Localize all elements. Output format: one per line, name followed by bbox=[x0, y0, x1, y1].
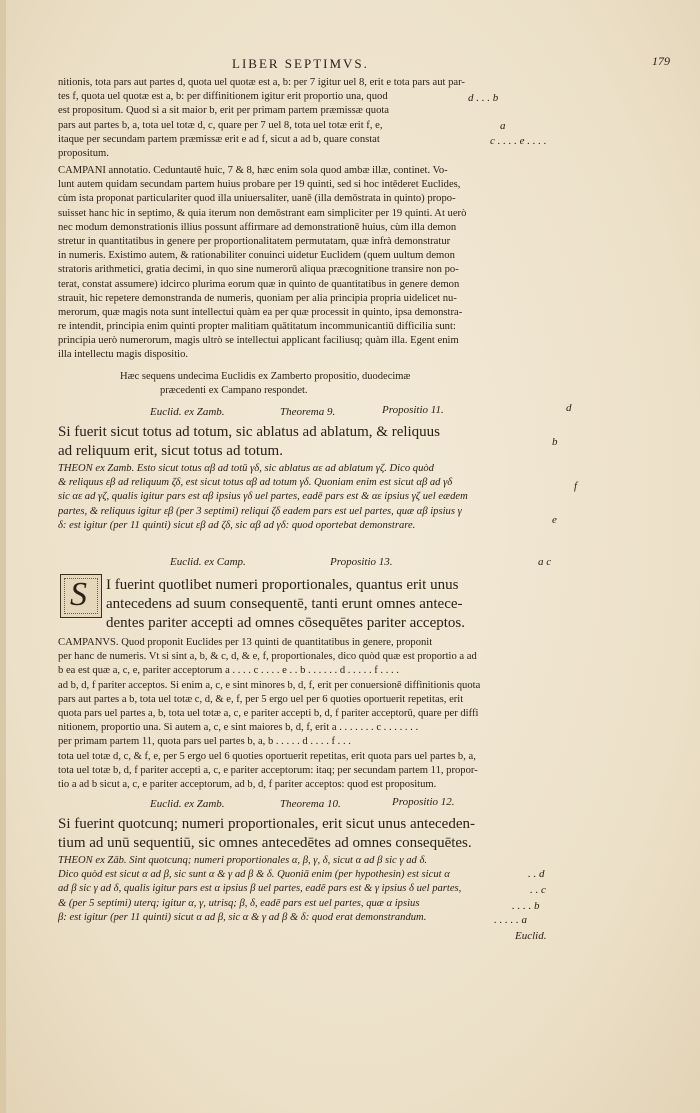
page-number: 179 bbox=[652, 54, 670, 68]
text-line: β: est igitur (per 11 quinti) sicut α ad β, sic α & γ ad β & δ: quod erat demonstrandum. bbox=[58, 911, 427, 923]
text-line: ad β sic γ ad δ, qualis igitur pars est α ipsius β uel partes, eadē pars est & γ ipsius δ uel partes, bbox=[58, 883, 462, 895]
statement-line: dentes pariter accepti ad omnes cōsequētes pariter acceptos. bbox=[106, 615, 465, 631]
running-title: LIBER SEPTIMVS. bbox=[232, 56, 369, 71]
page-edge bbox=[0, 0, 6, 1113]
statement-line: antecedens ad suum consequentē, tanti erunt omnes antece- bbox=[106, 596, 463, 612]
text-line: suisset hanc hic in septimo, & quia iterum non demōstrant eam simpliciter per 19 quinti. At uerò bbox=[58, 207, 467, 219]
statement-line: ad reliquum erit, sicut totus ad totum. bbox=[58, 443, 283, 459]
margin-diagram: d . . . b bbox=[468, 92, 499, 104]
text-line: per primam partem 11, quota pars uel partes b, a, b . . . . . d . . . . f . . . bbox=[58, 736, 351, 748]
text-line: & (per 5 septimi) uterq; igitur α, γ, utrisq; β, δ, eadē pars est uel partes, quæ α ipsius bbox=[58, 897, 420, 909]
text-line: Dico quòd est sicut α ad β, sic sunt α & γ ad β & δ. Quoniā enim (per hypothesin) est sicut α bbox=[58, 869, 450, 881]
campani-annotation bbox=[58, 164, 558, 363]
proof-block-1 bbox=[58, 76, 558, 161]
caption-source: Euclid. ex Camp. bbox=[170, 556, 246, 568]
text-line: illa intellectu magis dispositio. bbox=[58, 349, 189, 361]
caption-proposition: Propositio 11. bbox=[382, 404, 444, 416]
initial-letter: S bbox=[70, 576, 87, 613]
text-line: b ea est quæ a, c, e, pariter acceptorum a . . . . c . . . . e . . b . . . . . . d . . . . . f . . . . bbox=[58, 665, 399, 677]
text-line: in numeris. Existimo autem, & rationabiliter conuinci uidetur Euclidem (quem uultum demon bbox=[58, 250, 455, 262]
text-line: strauit, hic repetere demonstranda de numeris, quoniam per alia principia propria uidelicet nu- bbox=[58, 292, 457, 304]
margin-diagram: b bbox=[552, 436, 558, 448]
text-line: terat, constat assumere) idcirco plurima eorum quæ in quinto de quantitatibus in genere demon bbox=[58, 278, 460, 290]
text-line: sic αε ad γζ, qualis igitur pars est αβ ipsius γδ uel partes, eadē pars est & αε ipsius γζ uel eædem bbox=[58, 491, 468, 503]
statement-line: Si fuerit sicut totus ad totum, sic ablatus ad ablatum, & reliquus bbox=[58, 424, 441, 440]
text-line: nec modum demonstrationis illius possunt affirmare ad demonstrationē huius, cùm illa demon bbox=[58, 221, 457, 233]
margin-diagram: a c bbox=[538, 556, 552, 568]
campanus-commentary bbox=[58, 636, 558, 792]
caption-theorem: Theorema 9. bbox=[280, 406, 336, 418]
statement-line: I fuerint quotlibet numeri proportionales, quantus erit unus bbox=[106, 577, 459, 593]
text-line: cùm ista proponat particulariter quod illa uniuersaliter, uanē (illa demōstrata in quinto) propo- bbox=[58, 193, 456, 205]
text-line: nitionem, proportio una. Si autem a, c, e sint maiores b, d, f, erit a . . . . . . . c . . . . . . . bbox=[58, 722, 419, 734]
margin-diagram: . . c bbox=[530, 884, 546, 896]
theon-proof-2 bbox=[58, 854, 488, 925]
theon-proof-1 bbox=[58, 462, 528, 533]
text-line: lunt autem quidam secundam partem huius probare per 19 quinti, sed si hoc intēderet Euclides, bbox=[58, 179, 461, 191]
caption-proposition: Propositio 13. bbox=[330, 556, 393, 568]
text-line: re intendit, principia enim quinti propter malitiam quātitatum incommunicantiū difficilia sunt: bbox=[58, 321, 456, 333]
text-line: Hæc sequens undecima Euclidis ex Zamberto propositio, duodecimæ bbox=[120, 371, 411, 382]
caption-source: Euclid. ex Zamb. bbox=[150, 798, 225, 810]
text-line: per hanc de numeris. Vt si sint a, b, & c, d, & e, f, proportionales, dico quòd quæ est proportio a ad bbox=[58, 651, 477, 663]
text-line: quota pars uel partes a, b, tota uel totæ a, c, e pariter accepti b, d, f pariter acceptorū, quare per diffi bbox=[58, 707, 479, 719]
decorated-initial bbox=[60, 574, 102, 618]
proposition-11-statement bbox=[58, 423, 558, 461]
margin-diagram: . . d bbox=[528, 868, 545, 880]
text-line: ad b, d, f pariter acceptos. Si enim a, c, e sint minores b, d, f, erit per conuersionē diffinitionis quota bbox=[58, 679, 481, 691]
proposition-13-statement bbox=[106, 576, 558, 633]
catchword: Euclid. bbox=[515, 930, 547, 942]
text-line: merorum, quæ magis nota sunt intellectui quàm ea per quæ processit in quinto, ipsa demonstra- bbox=[58, 306, 463, 318]
text-line: est propositum. Quod si a sit maior b, erit per primam partem præmissæ quota bbox=[58, 105, 390, 117]
text-line: & reliquus εβ ad reliquum ζδ, est sicut totus αβ ad totum γδ. Quoniam enim est sicut αβ ad γδ bbox=[58, 477, 453, 489]
editorial-note bbox=[120, 370, 550, 398]
text-line: præcedenti ex Campano respondet. bbox=[160, 385, 308, 397]
margin-diagram: . . . . b bbox=[512, 900, 540, 912]
margin-diagram: e bbox=[552, 514, 557, 526]
margin-diagram: d bbox=[566, 402, 572, 414]
caption-source: Euclid. ex Zamb. bbox=[150, 406, 225, 418]
text-line: THEON ex Zāb. Sint quotcunq; numeri proportionales α, β, γ, δ, sicut α ad β sic γ ad δ. bbox=[58, 855, 428, 866]
text-line: itaque per secundam partem præmissæ erit e ad f, sicut a ad b, quare constat bbox=[58, 133, 380, 145]
text-line: THEON ex Zamb. Esto sicut totus αβ ad totū γδ, sic ablatus αε ad ablatum γζ. Dico quòd bbox=[58, 463, 434, 474]
margin-diagram: c . . . . e . . . . bbox=[490, 135, 547, 147]
text-line: tes f, quota uel quotæ est a, b: per diffinitionem igitur erit proportio una, quod bbox=[58, 91, 388, 103]
margin-diagram: a bbox=[500, 120, 506, 132]
text-line: CAMPANI annotatio. Ceduntautē huic, 7 & 8, hæc enim sola quod ambæ illæ, continet. Vo- bbox=[58, 165, 448, 176]
proposition-12-statement bbox=[58, 815, 558, 853]
text-line: propositum. bbox=[58, 147, 109, 159]
text-line: CAMPANVS. Quod proponit Euclides per 13 quinti de quantitatibus in genere, proponit bbox=[58, 637, 433, 648]
text-line: stretur in quantitatibus in genere per proportionalitatem permutatam, quæ infrà demonstratur bbox=[58, 235, 451, 247]
text-line: stratoris arithmetici, gratia decimi, in quo sine numerorū aliqua præcognitione transire non po- bbox=[58, 264, 459, 276]
text-line: principia uerò numerorum, magis ultrò se intellectui applicant faciliusq; quàm illa. Egent enim bbox=[58, 335, 459, 347]
text-line: tota uel totæ b, d, f pariter accepti a, c, e pariter acceptorum: itaq; per secundam partem 11, propor- bbox=[58, 764, 478, 776]
text-line: partes, & reliquus igitur εβ (per 3 septimi) reliqui ζδ eadem pars est uel partes, quæ αβ ipsius γ bbox=[58, 505, 462, 517]
text-line: δ: est igitur (per 11 quinti) sicut εβ ad ζδ, sic αβ ad γδ: quod oportebat demonstrare. bbox=[58, 519, 416, 531]
margin-diagram: . . . . . a bbox=[494, 914, 527, 926]
text-line: tota uel totæ d, c, & f, e, per 5 ergo uel 6 quoties oportuerit repetitas, erit quota pars uel partes b, a, bbox=[58, 750, 476, 762]
margin-diagram: f bbox=[574, 480, 578, 492]
caption-proposition: Propositio 12. bbox=[392, 796, 455, 808]
caption-theorem: Theorema 10. bbox=[280, 798, 341, 810]
statement-line: Si fuerint quotcunq; numeri proportionales, erit sicut unus anteceden- bbox=[58, 816, 475, 832]
text-line: pars aut partes b, a, tota uel totæ d, c, quare per 7 uel 8, tota uel totæ erit f, e, bbox=[58, 119, 383, 131]
text-line: nitionis, tota pars aut partes d, quota uel quotæ est a, b: per 7 igitur uel 8, erit e tota pars aut par- bbox=[58, 77, 465, 88]
text-line: pars aut partes a b, tota uel totæ c, d, & e, f, per 5 ergo uel per 6 quoties oportuerit repetitas, erit bbox=[58, 693, 464, 705]
text-line: tio a ad b sicut a, c, e pariter acceptorum, ad b, d, f pariter acceptos: quod est propositum. bbox=[58, 778, 437, 790]
statement-line: tium ad unū sequentiū, sic omnes antecedētes ad omnes consequētes. bbox=[58, 835, 472, 851]
